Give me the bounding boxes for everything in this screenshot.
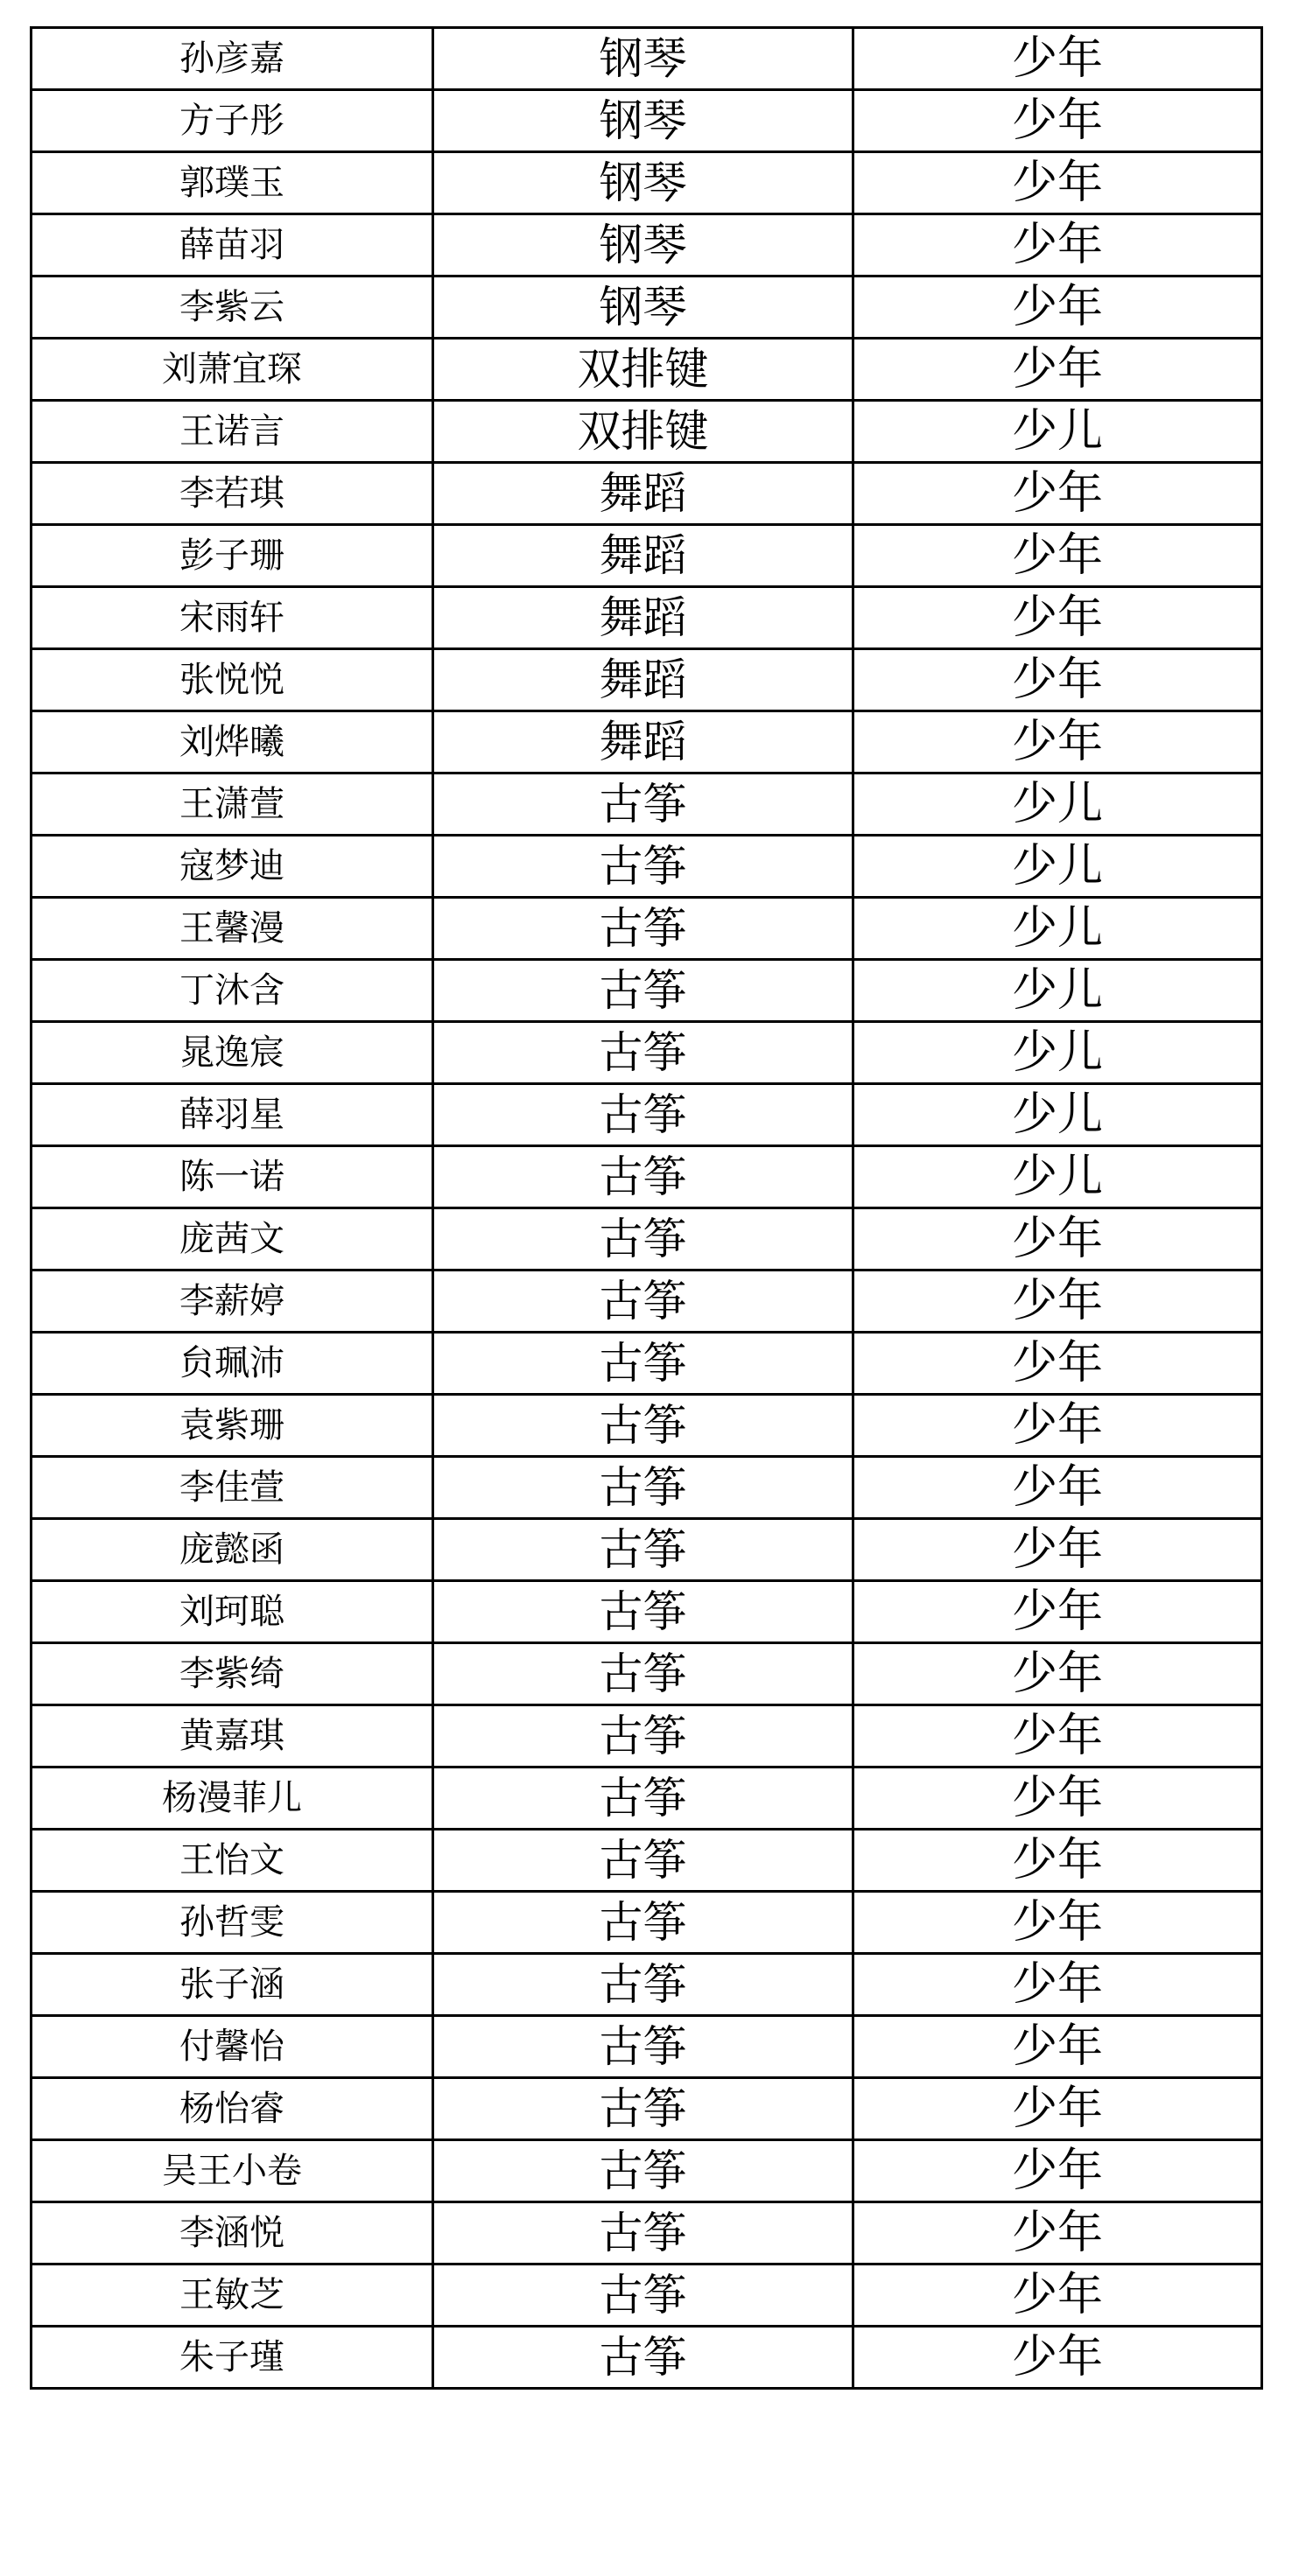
instrument-cell: 古筝	[433, 2202, 853, 2264]
name-cell: 张子涵	[32, 1954, 433, 2016]
instrument-cell: 古筝	[433, 1270, 853, 1333]
age-group-cell: 少儿	[853, 1084, 1262, 1146]
age-group-cell: 少年	[853, 276, 1262, 339]
age-group-cell: 少年	[853, 2078, 1262, 2140]
name-cell: 李薪婷	[32, 1270, 433, 1333]
table-row	[32, 2264, 1262, 2327]
age-group-cell: 少年	[853, 463, 1262, 525]
age-group-cell: 少年	[853, 1395, 1262, 1457]
table-row	[32, 836, 1262, 898]
name-cell: 方子彤	[32, 90, 433, 152]
name-cell: 孙彦嘉	[32, 28, 433, 90]
age-group-cell: 少年	[853, 1643, 1262, 1705]
age-group-cell: 少儿	[853, 898, 1262, 960]
instrument-cell: 古筝	[433, 1892, 853, 1954]
instrument-cell: 古筝	[433, 1519, 853, 1581]
table-row	[32, 339, 1262, 401]
table-row	[32, 1457, 1262, 1519]
name-cell: 薛苗羽	[32, 214, 433, 276]
instrument-cell: 舞蹈	[433, 649, 853, 711]
age-group-cell: 少年	[853, 1830, 1262, 1892]
name-cell: 王敏芝	[32, 2264, 433, 2327]
age-group-cell: 少年	[853, 2140, 1262, 2202]
name-cell: 王诺言	[32, 401, 433, 463]
table-row	[32, 2202, 1262, 2264]
table-row	[32, 401, 1262, 463]
table-row	[32, 90, 1262, 152]
table-row	[32, 2327, 1262, 2389]
table-row	[32, 1395, 1262, 1457]
table-row	[32, 587, 1262, 649]
table-row	[32, 463, 1262, 525]
instrument-cell: 古筝	[433, 1830, 853, 1892]
instrument-cell: 古筝	[433, 1395, 853, 1457]
instrument-cell: 古筝	[433, 2078, 853, 2140]
instrument-cell: 古筝	[433, 1084, 853, 1146]
age-group-cell: 少儿	[853, 836, 1262, 898]
name-cell: 刘烨曦	[32, 711, 433, 774]
table-row	[32, 1022, 1262, 1084]
name-cell: 庞懿函	[32, 1519, 433, 1581]
instrument-cell: 古筝	[433, 2016, 853, 2078]
table-row	[32, 28, 1262, 90]
table-row	[32, 2140, 1262, 2202]
age-group-cell: 少年	[853, 1581, 1262, 1643]
age-group-cell: 少年	[853, 2264, 1262, 2327]
name-cell: 黄嘉琪	[32, 1705, 433, 1768]
age-group-cell: 少年	[853, 2327, 1262, 2389]
age-group-cell: 少年	[853, 711, 1262, 774]
roster-table	[30, 26, 1263, 2390]
table-row	[32, 525, 1262, 587]
table-row	[32, 1768, 1262, 1830]
name-cell: 李涵悦	[32, 2202, 433, 2264]
name-cell: 李紫绮	[32, 1643, 433, 1705]
instrument-cell: 钢琴	[433, 276, 853, 339]
age-group-cell: 少儿	[853, 1022, 1262, 1084]
table-row	[32, 898, 1262, 960]
name-cell: 彭子珊	[32, 525, 433, 587]
name-cell: 张悦悦	[32, 649, 433, 711]
age-group-cell: 少年	[853, 152, 1262, 214]
age-group-cell: 少年	[853, 1270, 1262, 1333]
instrument-cell: 双排键	[433, 401, 853, 463]
roster-body	[32, 28, 1262, 2389]
age-group-cell: 少年	[853, 1768, 1262, 1830]
name-cell: 付馨怡	[32, 2016, 433, 2078]
name-cell: 刘珂聪	[32, 1581, 433, 1643]
age-group-cell: 少年	[853, 1457, 1262, 1519]
instrument-cell: 舞蹈	[433, 525, 853, 587]
instrument-cell: 古筝	[433, 1457, 853, 1519]
instrument-cell: 古筝	[433, 1954, 853, 2016]
table-row	[32, 1705, 1262, 1768]
age-group-cell: 少年	[853, 339, 1262, 401]
table-row	[32, 214, 1262, 276]
instrument-cell: 钢琴	[433, 152, 853, 214]
age-group-cell: 少年	[853, 1954, 1262, 2016]
age-group-cell: 少年	[853, 587, 1262, 649]
table-row	[32, 960, 1262, 1022]
age-group-cell: 少年	[853, 214, 1262, 276]
instrument-cell: 舞蹈	[433, 463, 853, 525]
age-group-cell: 少儿	[853, 960, 1262, 1022]
age-group-cell: 少年	[853, 1705, 1262, 1768]
table-row	[32, 711, 1262, 774]
instrument-cell: 古筝	[433, 1208, 853, 1270]
name-cell: 庞茜文	[32, 1208, 433, 1270]
age-group-cell: 少年	[853, 2016, 1262, 2078]
instrument-cell: 古筝	[433, 1333, 853, 1395]
name-cell: 王馨漫	[32, 898, 433, 960]
table-row	[32, 1892, 1262, 1954]
age-group-cell: 少年	[853, 1519, 1262, 1581]
instrument-cell: 古筝	[433, 774, 853, 836]
table-row	[32, 152, 1262, 214]
age-group-cell: 少年	[853, 1892, 1262, 1954]
instrument-cell: 舞蹈	[433, 587, 853, 649]
name-cell: 宋雨轩	[32, 587, 433, 649]
name-cell: 陈一诺	[32, 1146, 433, 1208]
table-row	[32, 1270, 1262, 1333]
instrument-cell: 古筝	[433, 960, 853, 1022]
instrument-cell: 钢琴	[433, 214, 853, 276]
table-row	[32, 2078, 1262, 2140]
instrument-cell: 古筝	[433, 1022, 853, 1084]
instrument-cell: 古筝	[433, 1146, 853, 1208]
instrument-cell: 钢琴	[433, 90, 853, 152]
name-cell: 袁紫珊	[32, 1395, 433, 1457]
name-cell: 李紫云	[32, 276, 433, 339]
instrument-cell: 古筝	[433, 2264, 853, 2327]
table-row	[32, 1830, 1262, 1892]
name-cell: 朱子瑾	[32, 2327, 433, 2389]
age-group-cell: 少年	[853, 90, 1262, 152]
table-row	[32, 1643, 1262, 1705]
table-row	[32, 2016, 1262, 2078]
age-group-cell: 少儿	[853, 774, 1262, 836]
table-row	[32, 1954, 1262, 2016]
instrument-cell: 古筝	[433, 1581, 853, 1643]
age-group-cell: 少儿	[853, 1146, 1262, 1208]
name-cell: 吴王小卷	[32, 2140, 433, 2202]
age-group-cell: 少年	[853, 1333, 1262, 1395]
age-group-cell: 少年	[853, 1208, 1262, 1270]
name-cell: 王潇萱	[32, 774, 433, 836]
name-cell: 晁逸宸	[32, 1022, 433, 1084]
age-group-cell: 少年	[853, 649, 1262, 711]
instrument-cell: 古筝	[433, 2140, 853, 2202]
name-cell: 贠珮沛	[32, 1333, 433, 1395]
age-group-cell: 少儿	[853, 401, 1262, 463]
name-cell: 郭璞玉	[32, 152, 433, 214]
instrument-cell: 古筝	[433, 2327, 853, 2389]
table-row	[32, 1333, 1262, 1395]
name-cell: 王怡文	[32, 1830, 433, 1892]
name-cell: 李佳萱	[32, 1457, 433, 1519]
name-cell: 李若琪	[32, 463, 433, 525]
table-row	[32, 1581, 1262, 1643]
instrument-cell: 舞蹈	[433, 711, 853, 774]
instrument-cell: 古筝	[433, 1643, 853, 1705]
name-cell: 薛羽星	[32, 1084, 433, 1146]
age-group-cell: 少年	[853, 525, 1262, 587]
table-row	[32, 1146, 1262, 1208]
instrument-cell: 钢琴	[433, 28, 853, 90]
table-row	[32, 1084, 1262, 1146]
name-cell: 杨漫菲儿	[32, 1768, 433, 1830]
instrument-cell: 古筝	[433, 898, 853, 960]
instrument-cell: 古筝	[433, 1768, 853, 1830]
instrument-cell: 古筝	[433, 1705, 853, 1768]
table-row	[32, 774, 1262, 836]
age-group-cell: 少年	[853, 28, 1262, 90]
name-cell: 刘萧宜琛	[32, 339, 433, 401]
name-cell: 丁沐含	[32, 960, 433, 1022]
name-cell: 寇梦迪	[32, 836, 433, 898]
table-row	[32, 1519, 1262, 1581]
table-row	[32, 1208, 1262, 1270]
age-group-cell: 少年	[853, 2202, 1262, 2264]
name-cell: 孙哲雯	[32, 1892, 433, 1954]
instrument-cell: 双排键	[433, 339, 853, 401]
name-cell: 杨怡睿	[32, 2078, 433, 2140]
instrument-cell: 古筝	[433, 836, 853, 898]
table-row	[32, 649, 1262, 711]
table-row	[32, 276, 1262, 339]
